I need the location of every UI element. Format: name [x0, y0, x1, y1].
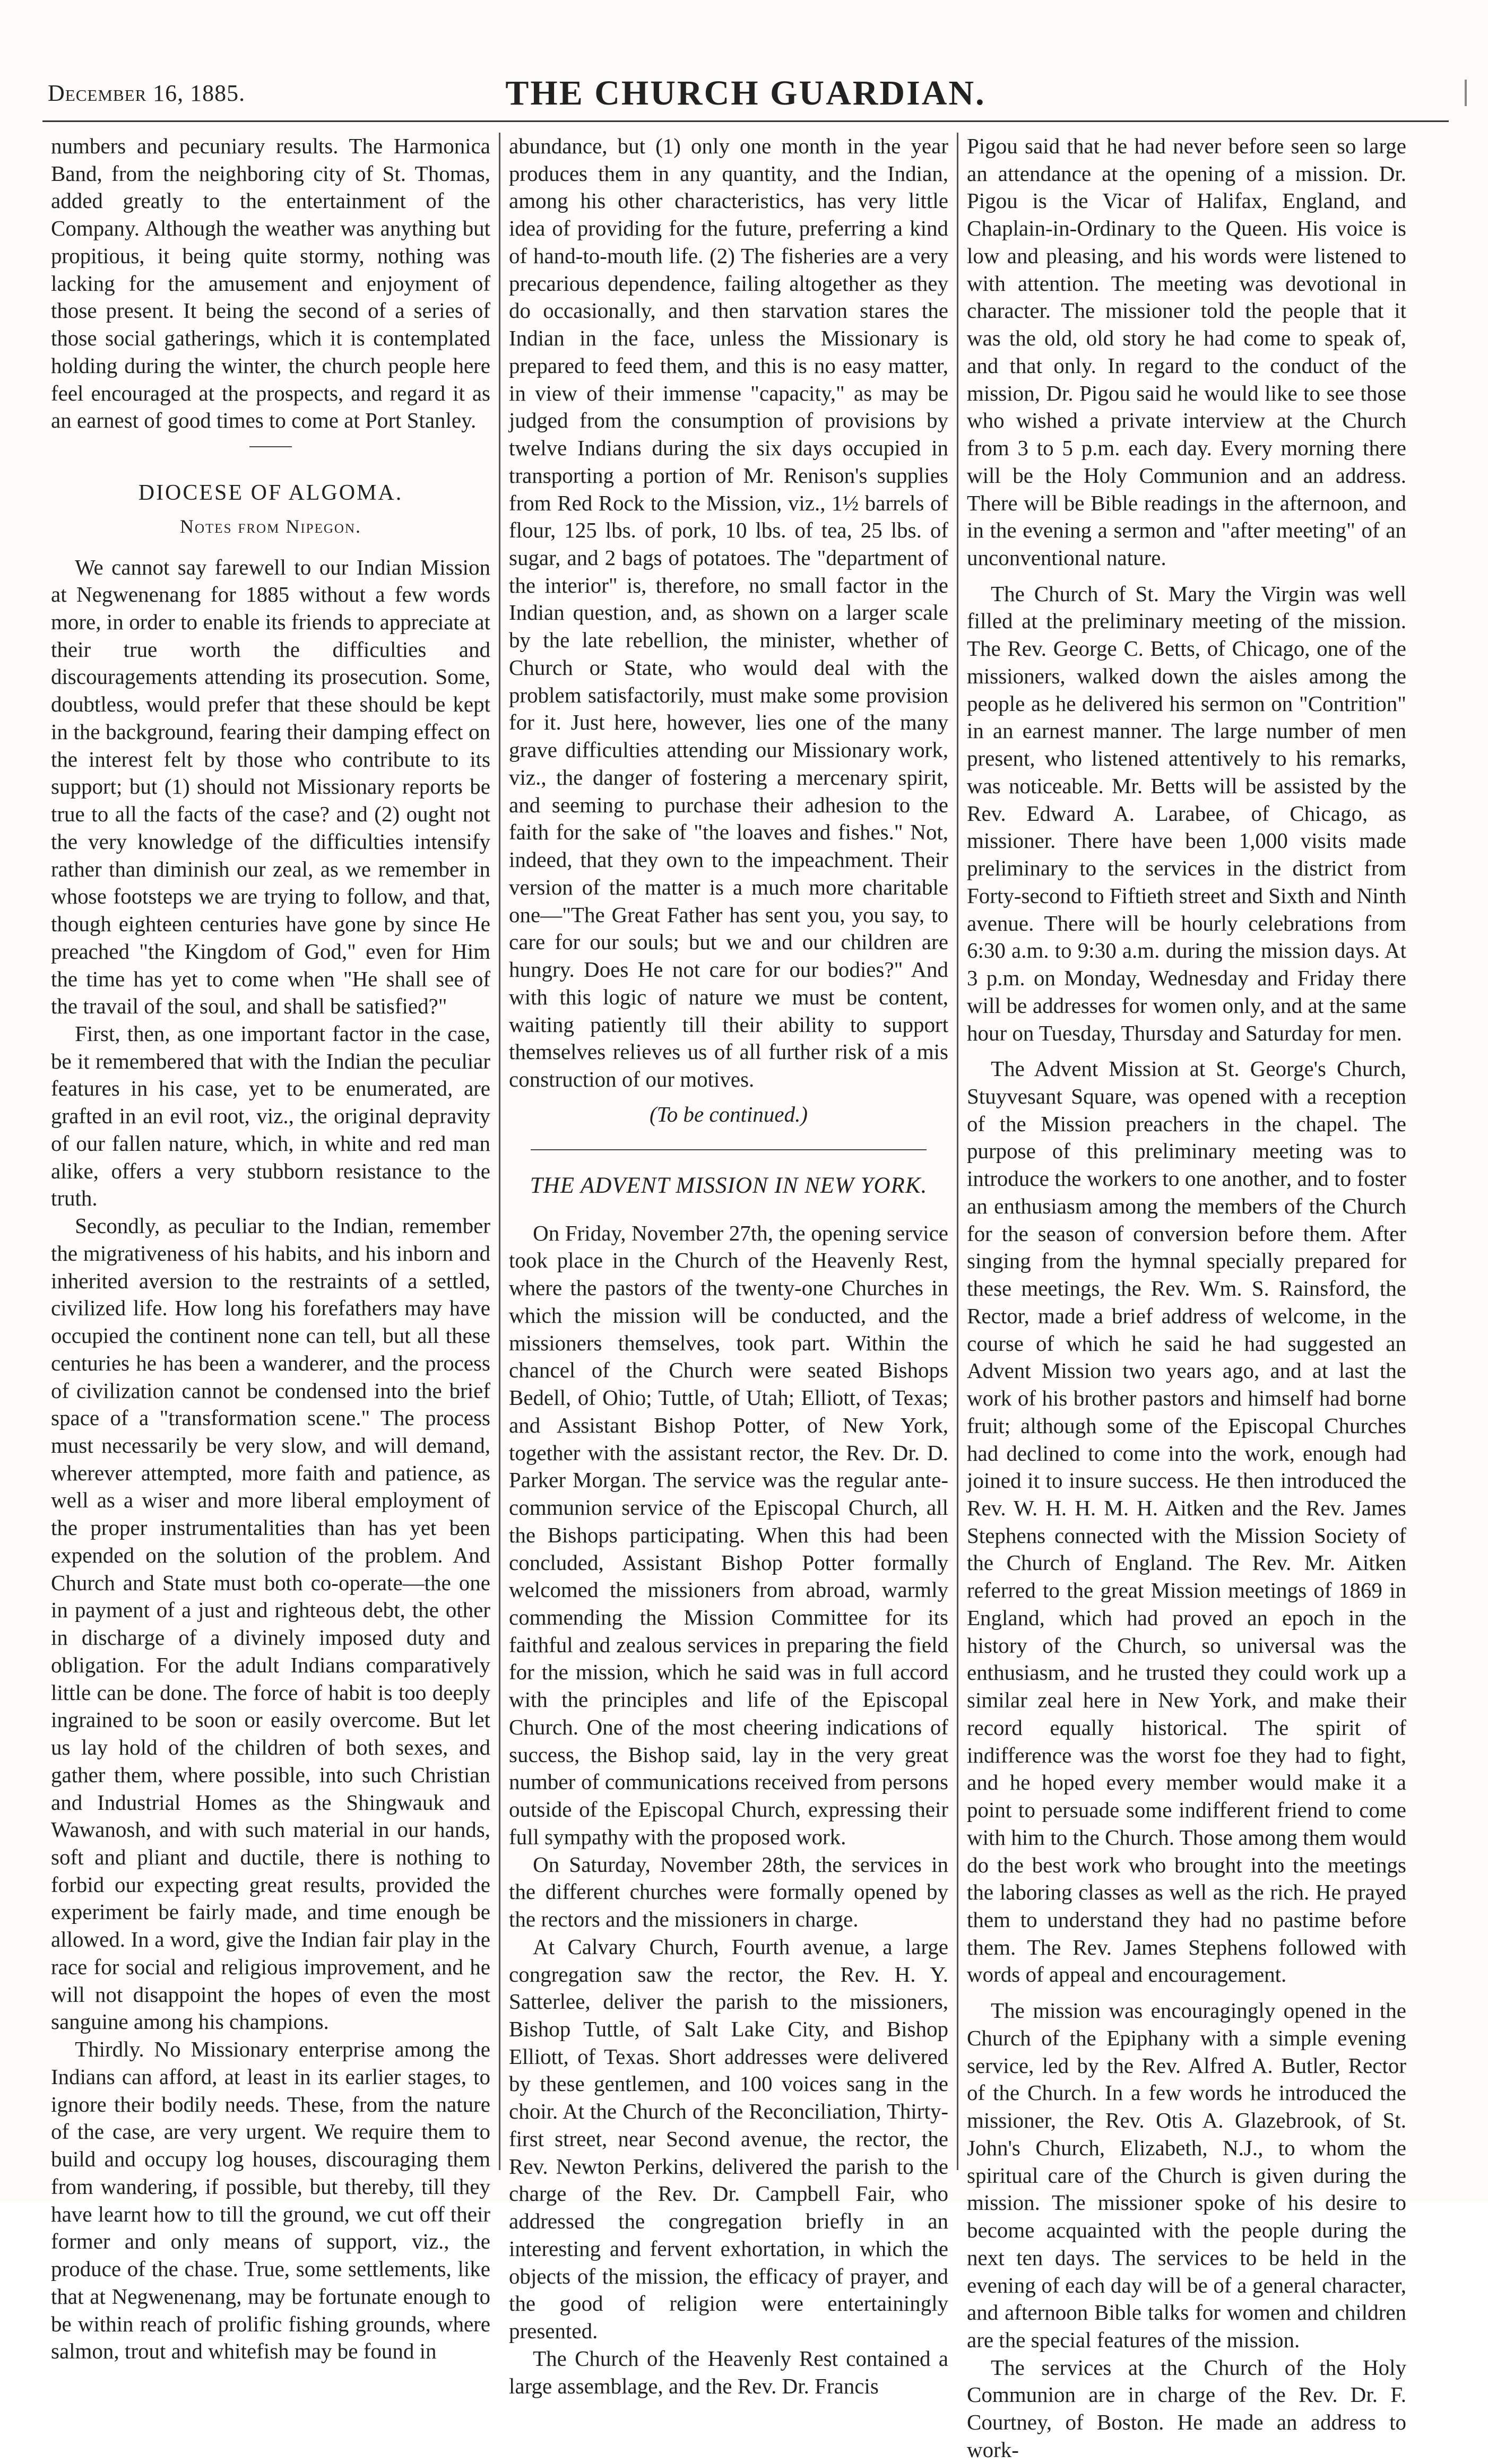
- article-paragraph: The mission was encouragingly opened in the Church of the Epiphany with a simple evening service, led by the Rev. Alfred A. Butler, Rector of the Church. In a few words he introduced the missioner, the Rev. Otis A. Glazebrook, of St. John's Church, Elizabeth, N.J., to whom the spiritual care of the Church is given during the mission. The missioner spoke of his desire to become acquainted with the people during the next ten days. The services to be held in the evening of each day will be of a general character, and afternoon Bible talks for women and children are the special features of the mission.: [967, 1998, 1406, 2353]
- article-paragraph: On Friday, November 27th, the opening service took place in the Church of the Heavenly Rest, where the pastors of the twenty-one Churches in which the mission will be conducted, and the missioners themselves, took part. Within the chancel of the Church were seated Bishops Bedell, of Ohio; Tuttle, of Utah; Elliott, of Texas; and Assistant Bishop Potter, of New York, together with the assistant rector, the Rev. Dr. D. Parker Morgan. The service was the regular ante-communion service of the Episcopal Church, all the Bishops participating. When this had been concluded, Assistant Bishop Potter formally welcomed the missioners from abroad, warmly commending the Mission Committee for its faithful and zealous services in preparing the field for the mission, which he said was in full accord with the principles and life of the Episcopal Church. One of the most cheering indications of success, the Bishop said, lay in the very great number of communications received from persons outside of the Episcopal Church, expressing their full sympathy with the proposed work.: [509, 1220, 948, 1849]
- article-paragraph: At Calvary Church, Fourth avenue, a large congregation saw the rector, the Rev. H. Y. Satterlee, deliver the parish to the missioners, Bishop Tuttle, of Salt Lake City, and Bishop Elliott, of Texas. Short addresses were delivered by these gentlemen, and 100 voices sang in the choir. At the Church of the Reconciliation, Thirty-first street, near Second avenue, the rector, the Rev. Newton Perkins, delivered the parish to the charge of the Rev. Dr. Campbell Fair, who addressed the congregation briefly in an interesting and fervent exhortation, in which the objects of the mission, the efficacy of prayer, and the good of religion were entertainingly presented.: [509, 1934, 948, 2344]
- newspaper-title: THE CHURCH GUARDIAN.: [505, 74, 986, 112]
- masthead-rule: [42, 120, 1449, 122]
- continued-note: (To be continued.): [650, 1101, 808, 1126]
- article-paragraph: The Advent Mission at St. George's Church, Stuyvesant Square, was opened with a reception of the Mission preachers in the chapel. The purpose of this preliminary meeting was to introduce the workers to one another, and to foster an enthusiasm among the members of the Church for the season of conversion before them. After singing from the hymnal specially prepared for these meetings, the Rev. Wm. S. Rainsford, the Rector, made a brief address of welcome, in the course of which he said he had suggested an Advent Mission two years ago, and at last the work of his brother pastors and himself had borne fruit; although some of the Episcopal Churches had declined to come into the work, enough had joined it to insure success. He then introduced the Rev. W. H. H. M. H. Aitken and the Rev. James Stephens connected with the Mission Society of the Church of England. The Rev. Mr. Aitken referred to the great Mission meetings of 1869 in England, which had proved an epoch in the history of the Church, so universal was the enthusiasm, and he trusted they could work up a similar zeal here in New York, and make their record equally historical. The spirit of indifference was the worst foe they had to fight, and he hoped every member would make it a point to persuade some indifferent friend to come with him to the Church. Those among them would do the best work who brought into the meetings the laboring classes as well as the rich. He prayed them to understand they had no pastime before them. The Rev. James Stephens followed with words of appeal and encouragement.: [967, 1056, 1406, 1987]
- divider: [531, 1149, 926, 1150]
- article-heading: THE ADVENT MISSION IN NEW YORK.: [530, 1173, 928, 1199]
- article-paragraph: We cannot say farewell to our Indian Mission at Negwenenang for 1885 without a few words more, in order to enable its friends to appreciate at their true worth the difficulties and discouragements attending its prosecution. Some, doubtless, would prefer that these should be kept in the background, fearing their damping effect on the interest felt by those who contribute to its support; but (1) should not Missionary reports be true to all the facts of the case? and (2) ought not the very knowledge of the difficulties intensify rather than diminish our zeal, as we remember in whose footsteps we are trying to follow, and that, though eighteen centuries have gone by since He preached "the Kingdom of God," even for Him the time has yet to come when "He shall see of the travail of the soul, and shall be satisfied?": [51, 554, 490, 1019]
- divider: [249, 446, 292, 447]
- article-paragraph: Secondly, as peculiar to the Indian, remember the migrativeness of his habits, and his inborn and inherited aversion to the restraints of a settled, civilized life. How long his forefathers may have occupied the continent none can tell, but all these centuries he has been a wanderer, and the process of civilization cannot be condensed into the brief space of a "transformation scene." The process must necessarily be very slow, and will demand, wherever attempted, more faith and patience, as well as a wiser and more liberal employment of the proper instrumentalities than has yet been expended on the solution of the problem. And Church and State must both co-operate—the one in payment of a just and righteous debt, the other in discharge of a divinely imposed duty and obligation. For the adult Indians comparatively little can be done. The force of habit is too deeply ingrained to be soon or easily overcome. But let us lay hold of the children of both sexes, and gather them, where possible, into such Christian and Industrial Homes as the Shingwauk and Wawanosh, and with such material in our hands, soft and pliant and ductile, there is nothing to forbid our expecting great results, provided the experiment be fairly made, and time enough be allowed. In a word, give the Indian fair play in the race for social and religious improvement, and he will not disappoint the hopes of even the most sanguine among his champions.: [51, 1213, 490, 2034]
- section-heading: DIOCESE OF ALGOMA.: [138, 481, 403, 506]
- column-2: [500, 133, 957, 2398]
- article-paragraph: The Church of St. Mary the Virgin was well filled at the preliminary meeting of the mission. The Rev. George C. Betts, of Chicago, one of the missioners, walked down the aisles among the people as he delivered his sermon on "Contrition" in an earnest manner. The large number of men present, who listened attentively to his remarks, was noticeable. Mr. Betts will be assisted by the Rev. Edward A. Larabee, of Chicago, as missioner. There have been 1,000 visits made preliminary to the services in the district from Forty-second to Fiftieth street and Sixth and Ninth avenue. There will be hourly celebrations from 6:30 a.m. to 9:30 a.m. during the mission days. At 3 p.m. on Monday, Wednesday and Friday there will be addresses for women only, and at the same hour on Tuesday, Thursday and Saturday for men.: [967, 581, 1406, 1045]
- article-paragraph: Pigou said that he had never before seen so large an attendance at the opening of a mission. Dr. Pigou is the Vicar of Halifax, England, and Chaplain-in-Ordinary to the Queen. His voice is low and pleasing, and his words were listened to with attention. The meeting was devotional in character. The missioner told the people that it was the old, old story he had come to speak of, and that only. In regard to the conduct of the mission, Dr. Pigou said he would like to see those who wished a private interview at the Church from 3 to 5 p.m. each day. Every morning there will be the Holy Communion and an address. There will be Bible readings in the afternoon, and in the evening a sermon and "after meeting" of an unconventional nature.: [967, 134, 1406, 570]
- section-subheading: Notes from Nipegon.: [179, 516, 362, 537]
- article-paragraph: The services at the Church of the Holy Communion are in charge of the Rev. Dr. F. Courtney, of Boston. He made an address to work-: [967, 2355, 1406, 2462]
- column-3: [958, 133, 1415, 2462]
- article-paragraph: Thirdly. No Missionary enterprise among the Indians can afford, at least in its earlier stages, to ignore their bodily needs. These, from the nature of the case, are very urgent. We require them to build and occupy log houses, discouraging them from wandering, if possible, but thereby, till they have learnt how to till the ground, we cut off their former and only means of support, viz., the produce of the chase. True, some settlements, like that at Negwenenang, may be fortunate enough to be within reach of prolific fishing grounds, where salmon, trout and whitefish may be found in: [51, 2037, 490, 2364]
- article-paragraph: On Saturday, November 28th, the services in the different churches were formally opened by the rectors and the missioners in charge.: [509, 1852, 948, 1932]
- issue-date: December 16, 1885.: [48, 80, 246, 106]
- article-paragraph: The Church of the Heavenly Rest contained a large assemblage, and the Rev. Dr. Francis: [509, 2346, 948, 2398]
- margin-mark: [1465, 80, 1467, 106]
- masthead: [42, 64, 1449, 122]
- article-columns: [42, 133, 1449, 2462]
- article-paragraph: abundance, but (1) only one month in the year produces them in any quantity, and the Indian, among his other characteristics, has very little idea of providing for the future, preferring a kind of hand-to-mouth life. (2) The fisheries are a very precarious dependence, failing altogether as they do occasionally, and then starvation stares the Indian in the face, unless the Missionary is prepared to feed them, and this is no easy matter, in view of their immense "capacity," as may be judged from the consumption of provisions by twelve Indians during the six days occupied in transporting a portion of Mr. Renison's supplies from Red Rock to the Mission, viz., 1½ barrels of flour, 125 lbs. of pork, 10 lbs. of tea, 25 lbs. of sugar, and 2 bags of potatoes. The "department of the interior" is, therefore, no small factor in the Indian question, and, as shown on a larger scale by the late rebellion, the minister, whether of Church or State, who would deal with the problem satisfactorily, must make some provision for it. Just here, however, lies one of the many grave difficulties attending our Missionary work, viz., the danger of fostering a mercenary spirit, and seeming to purchase their adhesion to the faith for the sake of "the loaves and fishes." Not, indeed, that they own to the impeachment. Their version of the matter is a much more charitable one—"The Great Father has sent you, you say, to care for our souls; but we and our children are hungry. Does He not care for our bodies?" And with this logic of nature we must be content, waiting patiently till their ability to support themselves relieves us of all further risk of a mis construction of our motives.: [509, 134, 948, 1091]
- article-paragraph: numbers and pecuniary results. The Harmonica Band, from the neighboring city of St. Thomas, added greatly to the entertainment of the Company. Although the weather was anything but propitious, it being quite stormy, nothing was lacking for the amusement and enjoyment of those present. It being the second of a series of those social gatherings, which it is contemplated holding during the winter, the church people here feel encouraged at the prospects, and regard it as an earnest of good times to come at Port Stanley.: [51, 134, 490, 433]
- article-paragraph: First, then, as one important factor in the case, be it remembered that with the Indian the peculiar features in his case, yet to be enumerated, are grafted in an evil root, viz., the original depravity of our fallen nature, which, in white and red man alike, offers a very stubborn resistance to the truth.: [51, 1021, 490, 1211]
- column-1: [42, 133, 499, 2364]
